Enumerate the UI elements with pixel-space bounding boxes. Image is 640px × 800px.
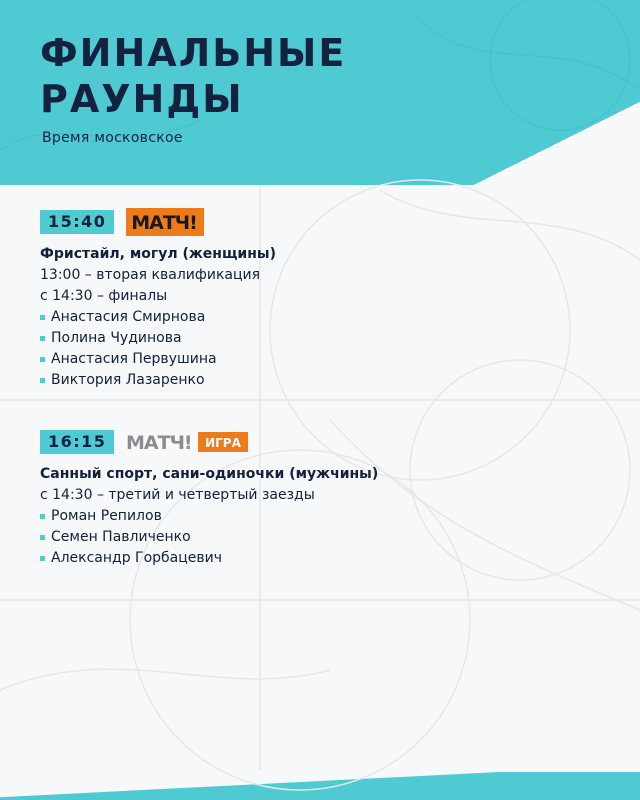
athlete-name: Семен Павличенко	[51, 529, 191, 545]
page-subtitle: Время московское	[42, 130, 183, 146]
bullet-icon	[40, 378, 45, 383]
footer-band	[0, 772, 640, 800]
match-tv-logo	[126, 208, 204, 236]
athlete-item	[40, 307, 276, 328]
event-freestyle	[40, 208, 276, 391]
event-header	[40, 208, 276, 236]
event-luge	[40, 428, 378, 569]
event-schedule-line: с 14:30 – финалы	[40, 288, 168, 304]
athlete-name: Анастасия Первушина	[51, 351, 217, 367]
athlete-item	[40, 328, 276, 349]
bullet-icon	[40, 357, 45, 362]
athlete-item	[40, 527, 378, 548]
page-title	[40, 30, 346, 122]
athlete-name: Полина Чудинова	[51, 330, 182, 346]
bullet-icon	[40, 315, 45, 320]
athlete-item	[40, 349, 276, 370]
event-header	[40, 428, 378, 456]
athlete-name: Роман Репилов	[51, 508, 162, 524]
bullet-icon	[40, 556, 45, 561]
event-time-badge: 16:15	[40, 430, 114, 454]
athlete-item	[40, 506, 378, 527]
event-time-badge: 15:40	[40, 210, 114, 234]
event-schedule-line: 13:00 – вторая квалификация	[40, 267, 261, 283]
bullet-icon	[40, 514, 45, 519]
title-line-2: РАУНДЫ	[40, 77, 244, 121]
match-igra-logo	[126, 428, 250, 456]
bullet-icon	[40, 336, 45, 341]
event-schedule-line: с 14:30 – третий и четвертый заезды	[40, 487, 315, 503]
match-igra-logo-wordmark: МАТЧ!	[126, 432, 193, 454]
event-title: Фристайл, могул (женщины)	[40, 246, 276, 262]
athlete-item	[40, 548, 378, 569]
title-line-1: ФИНАЛЬНЫЕ	[40, 31, 347, 75]
event-title: Санный спорт, сани-одиночки (мужчины)	[40, 466, 379, 482]
athlete-name: Александр Горбацевич	[51, 550, 223, 566]
bullet-icon	[40, 535, 45, 540]
athlete-item	[40, 370, 276, 391]
athlete-name: Анастасия Смирнова	[51, 309, 206, 325]
match-tv-logo-wordmark: МАТЧ!	[131, 212, 198, 234]
match-igra-logo-suffix: ИГРА	[205, 436, 242, 450]
athlete-name: Виктория Лазаренко	[51, 372, 205, 388]
